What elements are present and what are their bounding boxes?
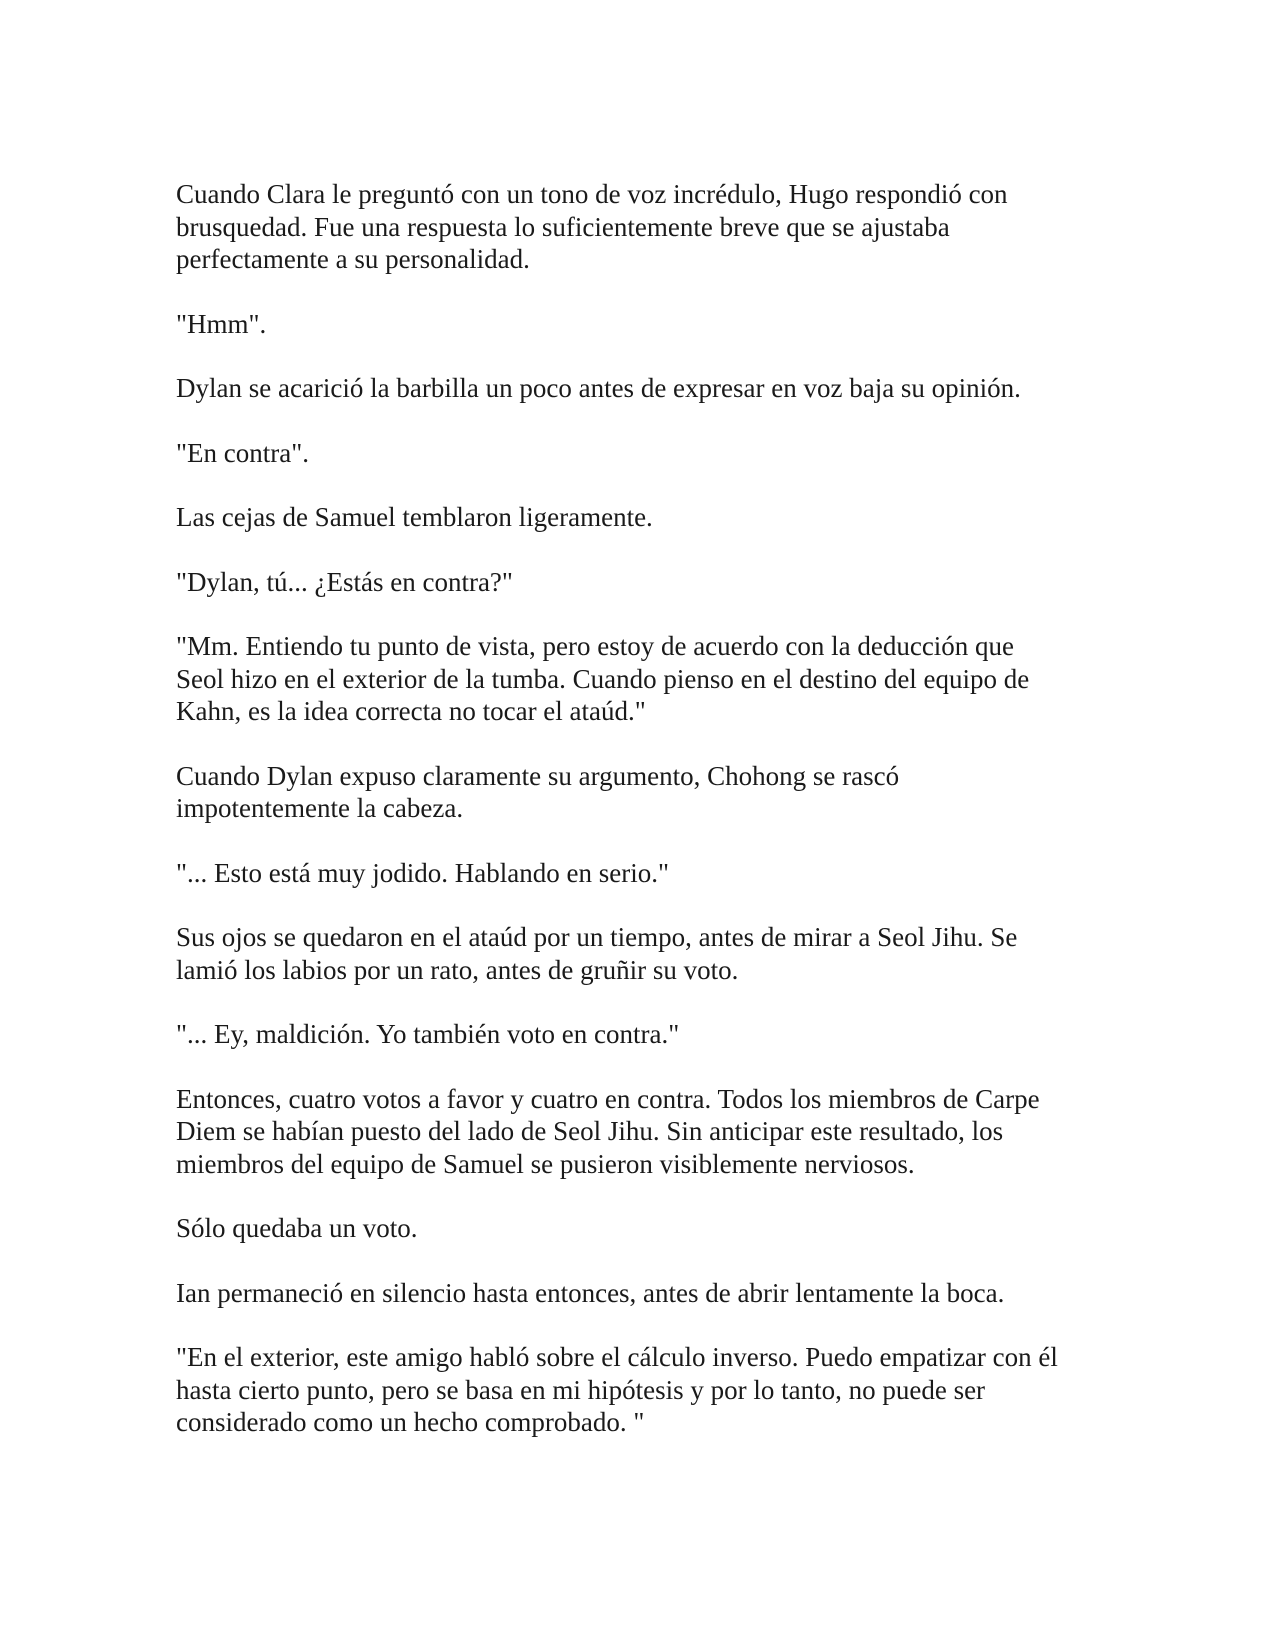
paragraph: "... Esto está muy jodido. Hablando en serio." <box>176 857 669 888</box>
paragraph: Sus ojos se quedaron en el ataúd por un tiempo, antes de mirar a Seol Jihu. Se lamió los labios por un rato, antes de gruñir su voto. <box>176 922 1018 985</box>
paragraph: "En contra". <box>176 437 309 468</box>
paragraph: Cuando Clara le preguntó con un tono de voz incrédulo, Hugo respondió con brusquedad. Fue una respuesta lo suficientemente breve que se ajustaba perfectamente a su personalidad. <box>176 179 1008 274</box>
paragraph: Las cejas de Samuel temblaron ligeramente. <box>176 502 653 532</box>
paragraph: Dylan se acarició la barbilla un poco antes de expresar en voz baja su opinión. <box>176 373 1021 403</box>
paragraph: Sólo quedaba un voto. <box>176 1213 418 1243</box>
paragraph: Ian permaneció en silencio hasta entonces, antes de abrir lentamente la boca. <box>176 1277 1005 1308</box>
paragraph: "En el exterior, este amigo habló sobre el cálculo inverso. Puedo empatizar con él hasta cierto punto, pero se basa en mi hipótesis y por lo tanto, no puede ser considerado como un hecho comprobado. " <box>176 1342 1058 1437</box>
body-text <box>176 178 1106 1471</box>
paragraph: "... Ey, maldición. Yo también voto en contra." <box>176 1019 680 1049</box>
paragraph: "Mm. Entiendo tu punto de vista, pero estoy de acuerdo con la deducción que Seol hizo en el exterior de la tumba. Cuando pienso en el destino del equipo de Kahn, es la idea correcta no tocar el ataúd." <box>176 631 1030 726</box>
paragraph: "Dylan, tú... ¿Estás en contra?" <box>176 566 513 597</box>
paragraph: Cuando Dylan expuso claramente su argumento, Chohong se rascó impotentemente la cabeza. <box>176 760 900 823</box>
paragraph: "Hmm". <box>176 308 267 339</box>
paragraph: Entonces, cuatro votos a favor y cuatro en contra. Todos los miembros de Carpe Diem se habían puesto del lado de Seol Jihu. Sin anticipar este resultado, los miembros del equipo de Samuel se pusieron visiblemente nerviosos. <box>176 1083 1040 1179</box>
